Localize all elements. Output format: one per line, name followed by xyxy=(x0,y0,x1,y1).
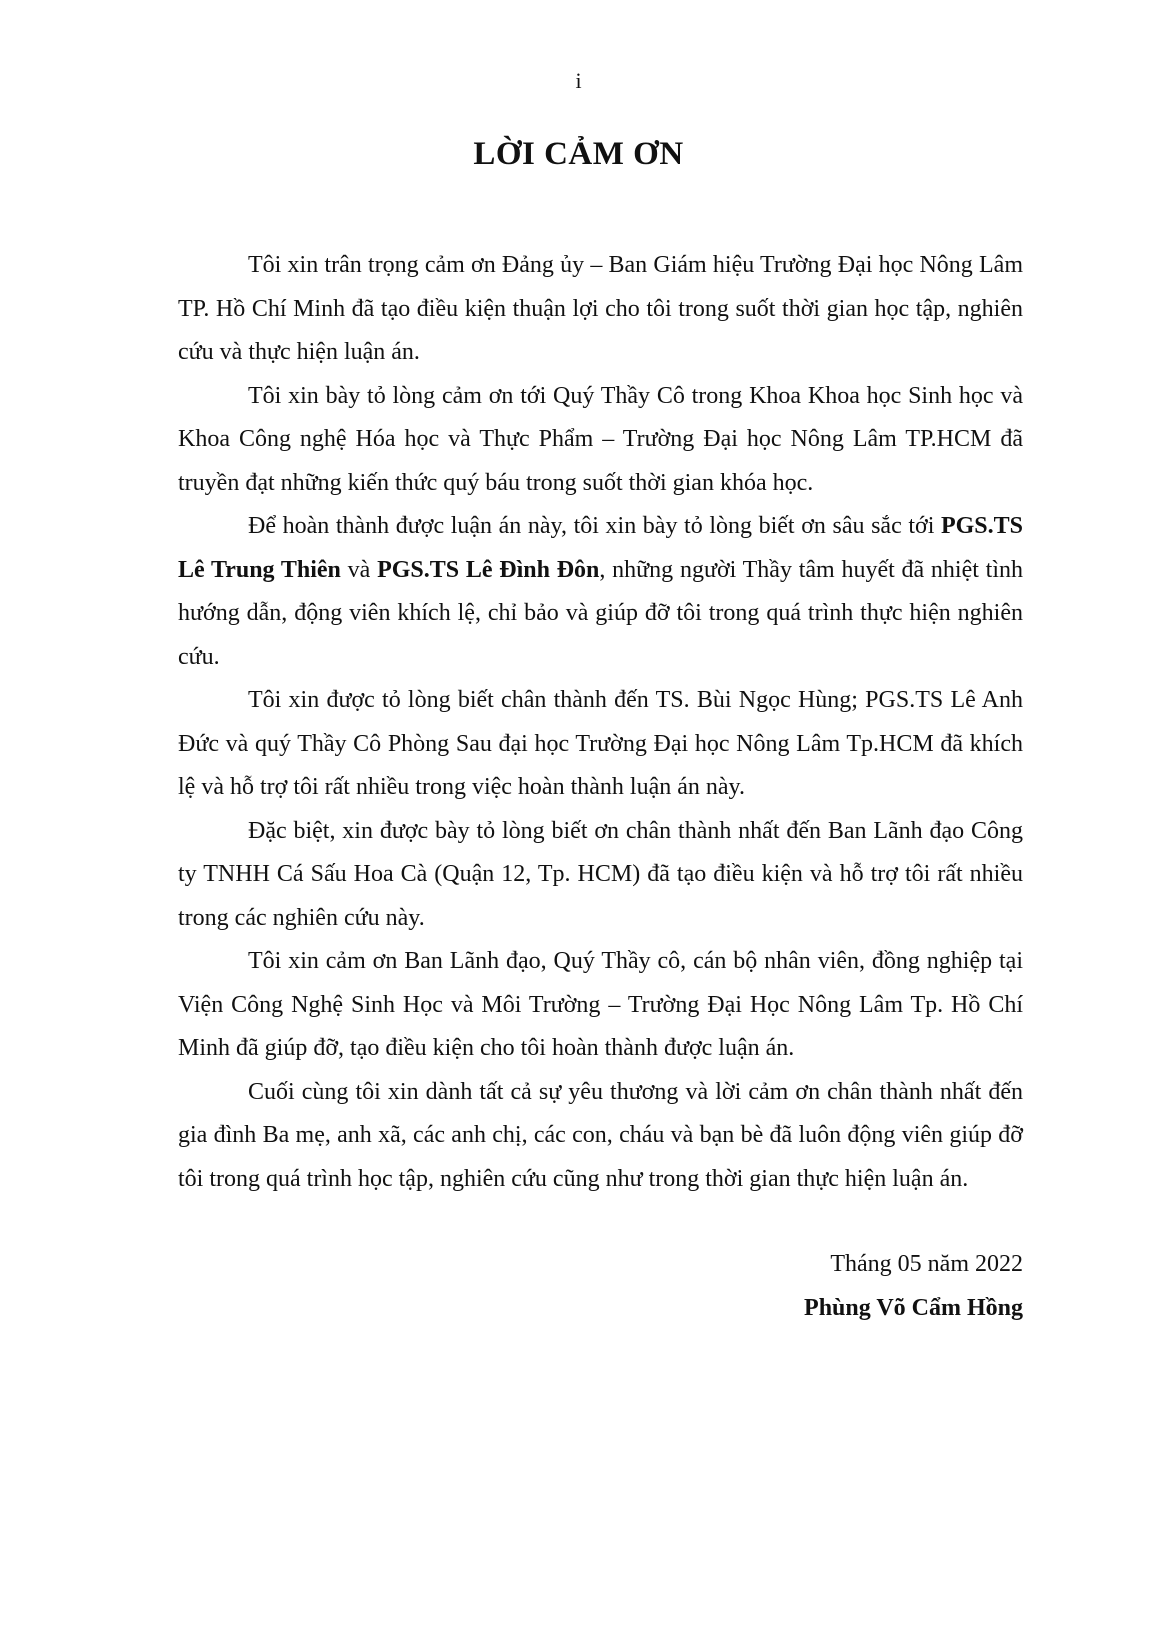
paragraph-3-rest: , những người Thầy tâm huyết đã nhiệt tình hướng dẫn, động viên khích lệ, chỉ bảo và giúp đỡ tôi trong quá trình thực hiện nghiên cứu. xyxy=(178,556,1024,670)
signature-name: Phùng Võ Cẩm Hồng xyxy=(804,1295,1023,1321)
paragraph-7: Cuối cùng tôi xin dành tất cả sự yêu thương và lời cảm ơn chân thành nhất đến gia đình Ba mẹ, anh xã, các anh chị, các con, cháu và bạn bè đã luôn động viên giúp đỡ tôi trong quá trình học tập, nghiên cứu cũng như trong thời gian thực hiện luận án. xyxy=(178,1078,1023,1192)
paragraph-2: Tôi xin bày tỏ lòng cảm ơn tới Quý Thầy Cô trong Khoa Khoa học Sinh học và Khoa Công nghệ Hóa học và Thực Phẩm – Trường Đại học Nông Lâm TP.HCM đã truyền đạt những kiến thức quý báu trong suốt thời gian khóa học. xyxy=(178,382,1023,496)
advisor-1-name: PGS.TS Lê Trung Thiên xyxy=(178,513,1023,583)
acknowledgement-body xyxy=(178,244,1023,1201)
paragraph-6: Tôi xin cảm ơn Ban Lãnh đạo, Quý Thầy cô, cán bộ nhân viên, đồng nghiệp tại Viện Công Nghệ Sinh Học và Môi Trường – Trường Đại Học Nông Lâm Tp. Hồ Chí Minh đã giúp đỡ, tạo điều kiện cho tôi hoàn thành được luận án. xyxy=(178,948,1023,1061)
signature-date: Tháng 05 năm 2022 xyxy=(830,1251,1023,1277)
paragraph-3-intro: Để hoàn thành được luận án này, tôi xin bày tỏ lòng biết ơn sâu sắc tới xyxy=(248,513,941,539)
page-number: i xyxy=(575,68,582,93)
paragraph-1: Tôi xin trân trọng cảm ơn Đảng ủy – Ban Giám hiệu Trường Đại học Nông Lâm TP. Hồ Chí Minh đã tạo điều kiện thuận lợi cho tôi trong suốt thời gian học tập, nghiên cứu và thực hiện luận án. xyxy=(178,252,1023,365)
paragraph-5: Đặc biệt, xin được bày tỏ lòng biết ơn chân thành nhất đến Ban Lãnh đạo Công ty TNHH Cá Sấu Hoa Cà (Quận 12, Tp. HCM) đã tạo điều kiện và hỗ trợ tôi rất nhiều trong các nghiên cứu này. xyxy=(178,817,1023,931)
paragraph-3 xyxy=(178,505,1023,679)
advisor-2-name: PGS.TS Lê Đình Đôn xyxy=(377,556,600,583)
page-title: LỜI CẢM ƠN xyxy=(473,136,684,172)
paragraph-4: Tôi xin được tỏ lòng biết chân thành đến TS. Bùi Ngọc Hùng; PGS.TS Lê Anh Đức và quý Thầy Cô Phòng Sau đại học Trường Đại học Nông Lâm Tp.HCM đã khích lệ và hỗ trợ tôi rất nhiều trong việc hoàn thành luận án này. xyxy=(178,687,1023,800)
paragraph-3-conj: và xyxy=(340,556,378,583)
